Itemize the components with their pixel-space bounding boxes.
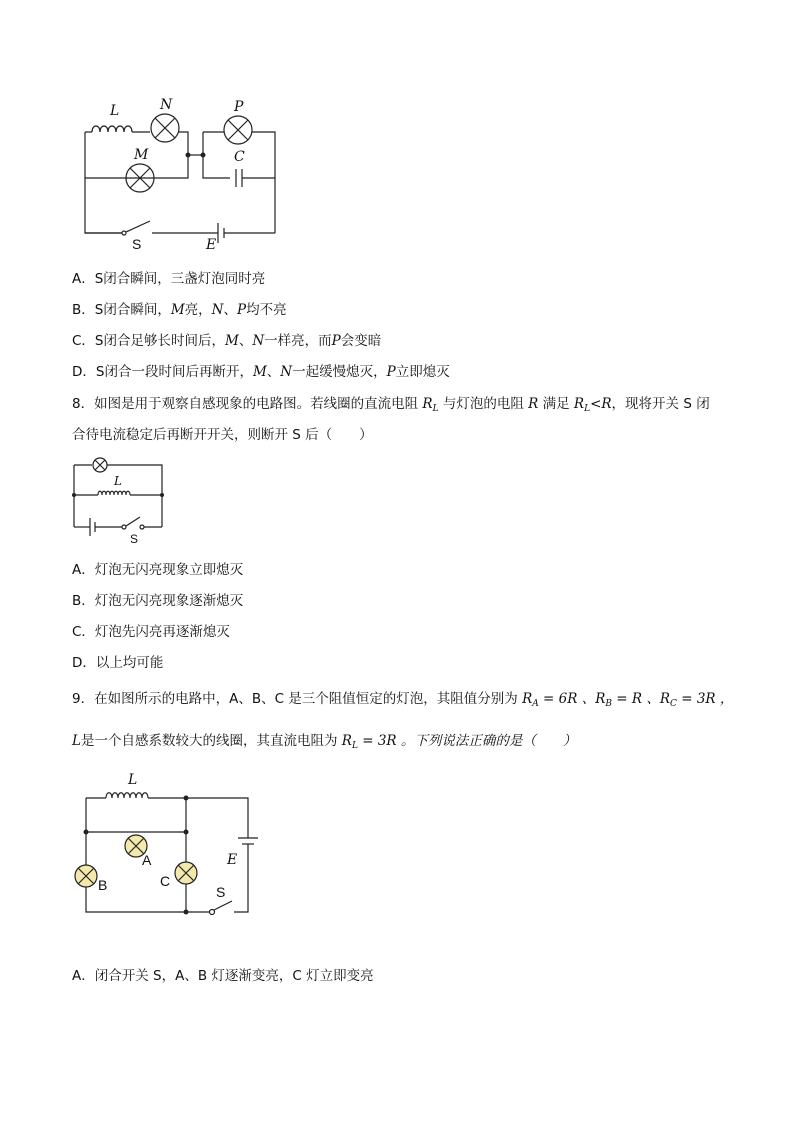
- q8-option-c: [72, 623, 230, 641]
- q8-l1a: 8．如图是用于观察自感现象的电路图。若线圈的直流电阻: [72, 396, 423, 412]
- q7b-sep: 、: [223, 302, 237, 318]
- circuit-diagram-q7: [70, 95, 290, 255]
- q8-rl: R: [422, 396, 433, 412]
- label-P: P: [234, 99, 244, 115]
- q9-l1a: 9．在如图所示的电路中，A、B、C 是三个阻值恒定的灯泡，其阻值分别为: [72, 691, 523, 707]
- q9-eqa: = 6R 、: [538, 691, 596, 707]
- q7b-post: 均不亮: [246, 302, 287, 318]
- q7-option-d: [72, 363, 450, 381]
- q9-stem-line1: [72, 690, 733, 713]
- q7-option-a-text: A．S闭合瞬间，三盏灯泡同时亮: [72, 271, 266, 287]
- q7b-mid: 亮，: [184, 302, 212, 318]
- q9-rl: R: [341, 733, 352, 749]
- q7c-p: P: [331, 333, 341, 349]
- q9-label-S: S: [216, 884, 226, 900]
- q7d-sep: 、: [266, 364, 281, 380]
- q8-rl2-sub: L: [584, 404, 591, 414]
- q7c-post: 会变暗: [340, 333, 382, 349]
- q9-stem-line2: [72, 732, 576, 755]
- q9-rc: R: [659, 691, 671, 707]
- q8-r: R: [528, 396, 539, 412]
- label-M: M: [134, 147, 149, 163]
- q7d-pre: D．S闭合一段时间后再断开，: [72, 364, 253, 380]
- q7b-p: P: [236, 302, 247, 318]
- q7-option-a: [72, 270, 265, 288]
- circuit-diagram-q9: [70, 770, 260, 920]
- q8-option-d: [72, 654, 163, 672]
- q9-label-L: L: [128, 772, 138, 788]
- q7d-n: N: [280, 364, 293, 380]
- q8-option-d-text: D．以上均可能: [72, 655, 164, 671]
- label-C: C: [234, 149, 245, 165]
- q8-option-a: [72, 561, 243, 579]
- q8-rl2: R: [573, 396, 585, 412]
- q8-lt: <: [590, 396, 602, 412]
- label-S: S: [132, 236, 142, 252]
- q9-rb-sub: B: [605, 699, 613, 709]
- q7c-sep: 、: [238, 333, 253, 349]
- q9-label-E: E: [227, 852, 238, 868]
- q9-rc-sub: C: [670, 699, 677, 709]
- q9-label-C: C: [160, 873, 171, 889]
- q8-l1b: 与灯泡的电阻: [438, 396, 529, 412]
- q8-option-c-text: C．灯泡先闪亮再逐渐熄灭: [72, 624, 230, 640]
- q8-rl-sub: L: [432, 404, 439, 414]
- circuit-diagram-q8: [70, 455, 180, 545]
- q8-label-L: L: [114, 474, 122, 488]
- label-L: L: [110, 103, 120, 119]
- q9-l2a: 是一个自感系数较大的线圈，其直流电阻为: [80, 733, 342, 749]
- q8-option-b-text: B．灯泡无闪亮现象逐渐熄灭: [72, 593, 244, 609]
- q9-option-a: [72, 967, 374, 985]
- q8-l1c: 满足: [538, 396, 574, 412]
- q8-stem-line1: [72, 395, 710, 418]
- q7d-p: P: [386, 364, 396, 380]
- q8-l1d: ，现将开关 S 闭: [611, 396, 710, 412]
- q7d-mid: 一起缓慢熄灭，: [292, 364, 387, 380]
- q8-stem-line2: [72, 426, 373, 444]
- q7b-n: N: [211, 302, 224, 318]
- q9-eqb: = R 、: [612, 691, 660, 707]
- label-E: E: [206, 237, 217, 253]
- q7c-m: M: [225, 333, 239, 349]
- q7d-post: 立即熄灭: [395, 364, 450, 380]
- q8-r2: R: [601, 396, 612, 412]
- q7c-mid: 一样亮，而: [264, 333, 332, 349]
- q9-option-a-text: A．闭合开关 S，A、B 灯逐渐变亮，C 灯立即变亮: [72, 968, 374, 984]
- q7d-m: M: [252, 364, 267, 380]
- q9-label-A: A: [142, 852, 152, 868]
- q7c-pre: C．S闭合足够长时间后，: [72, 333, 225, 349]
- q7c-n: N: [252, 333, 265, 349]
- q9-ra-sub: A: [532, 699, 539, 709]
- q8-l2: 合待电流稳定后再断开开关，则断开 S 后（ ）: [72, 427, 373, 443]
- label-N: N: [160, 97, 173, 113]
- q7b-pre: B．S闭合瞬间，: [72, 302, 171, 318]
- q9-label-B: B: [98, 877, 108, 893]
- q9-rb: R: [595, 691, 606, 707]
- q9-eqc: = 3R ，: [676, 691, 734, 707]
- q7-option-c: [72, 332, 381, 350]
- q9-ra: R: [522, 691, 533, 707]
- q7-option-b: [72, 301, 287, 319]
- q8-option-b: [72, 592, 243, 610]
- q8-label-S: S: [130, 532, 139, 546]
- q9-l2-L: L: [72, 733, 81, 749]
- q8-option-a-text: A．灯泡无闪亮现象立即熄灭: [72, 562, 244, 578]
- q9-l2b: = 3R 。下列说法正确的是（ ）: [357, 733, 577, 749]
- q7b-m: M: [170, 302, 185, 318]
- q9-rl-sub: L: [351, 741, 358, 751]
